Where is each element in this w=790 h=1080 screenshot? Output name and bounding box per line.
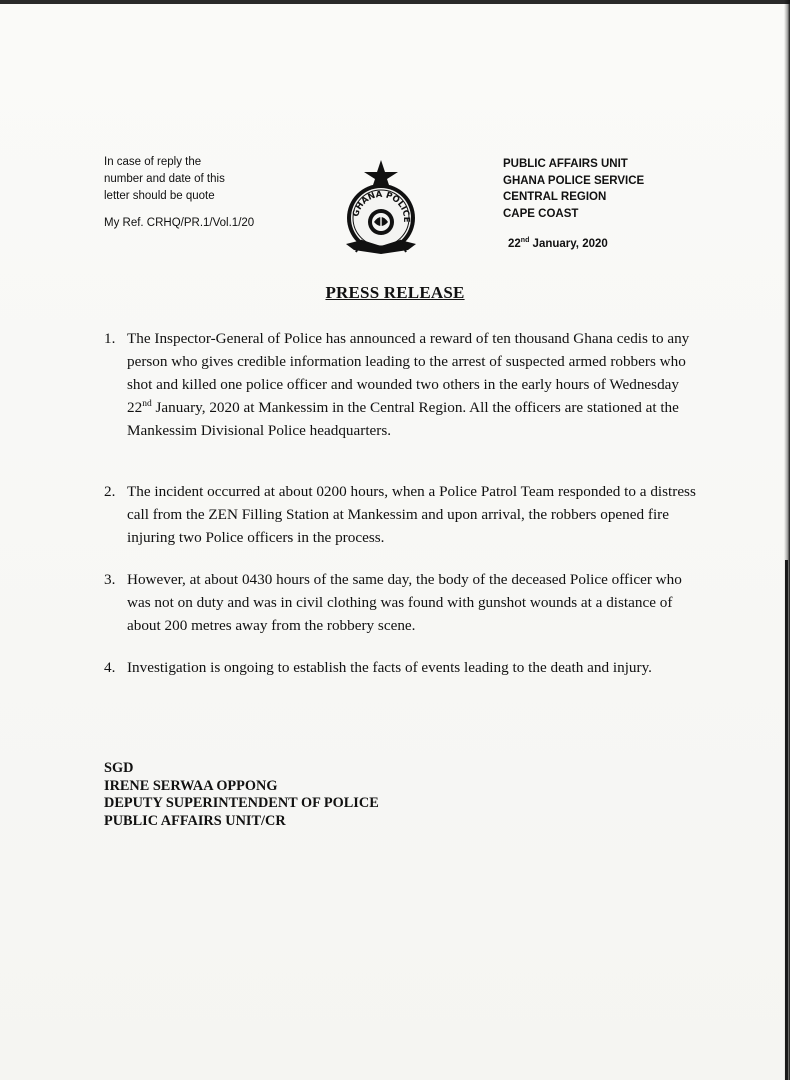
paragraph-1 — [104, 327, 704, 442]
address-line-1: PUBLIC AFFAIRS UNIT — [503, 158, 628, 170]
document-title: PRESS RELEASE — [325, 283, 465, 302]
office-address — [503, 156, 644, 222]
reply-line-3: letter should be quote — [104, 190, 215, 202]
reply-line-1: In case of reply the — [104, 156, 202, 168]
paragraph-1-sup: nd — [142, 398, 152, 409]
reference-number: My Ref. CRHQ/PR.1/Vol.1/20 — [104, 217, 255, 229]
paragraph-1-text — [127, 327, 704, 442]
reply-line-2: number and date of this — [104, 173, 225, 185]
signatory-rank: DEPUTY SUPERINTENDENT OF POLICE — [104, 795, 379, 811]
scan-edge-right-line — [785, 560, 788, 1080]
reply-instructions — [104, 154, 254, 232]
paragraph-2 — [104, 480, 704, 549]
paragraph-2-number: 2. — [104, 483, 116, 500]
ghana-police-crest-icon — [336, 160, 426, 260]
paragraph-1-number: 1. — [104, 330, 116, 347]
paragraph-3 — [104, 568, 704, 637]
paragraph-2-text: The incident occurred at about 0200 hours, when a Police Patrol Team responded to a distress call from the ZEN Filling Station at Mankessim and upon arrival, the robbers opened fire injuring two Police officers in the process. — [127, 483, 696, 546]
date-rest: January, 2020 — [529, 237, 608, 250]
address-line-3: CENTRAL REGION — [503, 191, 607, 203]
paragraph-3-number: 3. — [104, 571, 116, 588]
date-day: 22 — [508, 237, 521, 250]
paragraph-1-text-end: January, 2020 at Mankessim in the Central Region. All the officers are stationed at the Mankessim Divisional Police headquarters. — [127, 399, 679, 439]
signature-sgd: SGD — [104, 760, 134, 776]
address-line-2: GHANA POLICE SERVICE — [503, 174, 645, 187]
date-suffix: nd — [520, 237, 530, 244]
paragraph-3-text: However, at about 0430 hours of the same day, the body of the deceased Police officer who was not on duty and was in civil clothing was found with gunshot wounds at a distance of about 200 metres away from the robbery scene. — [127, 571, 682, 634]
address-line-4: CAPE COAST — [503, 207, 579, 220]
document-date — [508, 237, 608, 250]
paragraph-4-text: Investigation is ongoing to establish the facts of events leading to the death and injury. — [127, 659, 652, 676]
paragraph-4 — [104, 656, 704, 679]
signatory-unit: PUBLIC AFFAIRS UNIT/CR — [104, 812, 286, 829]
scan-edge-top — [0, 0, 790, 4]
paragraph-1-text-start: The Inspector-General of Police has announced a reward of ten thousand Ghana cedis to any person who gives credible information leading to the arrest of suspected armed robbers who shot and killed one police officer and wounded two others in the early hours of Wednesday 22 — [127, 330, 690, 416]
paragraph-4-number: 4. — [104, 659, 116, 676]
signature-block — [104, 760, 379, 830]
signatory-name: IRENE SERWAA OPPONG — [104, 777, 278, 794]
crest-arc-text: GHANA POLICE — [351, 189, 412, 223]
